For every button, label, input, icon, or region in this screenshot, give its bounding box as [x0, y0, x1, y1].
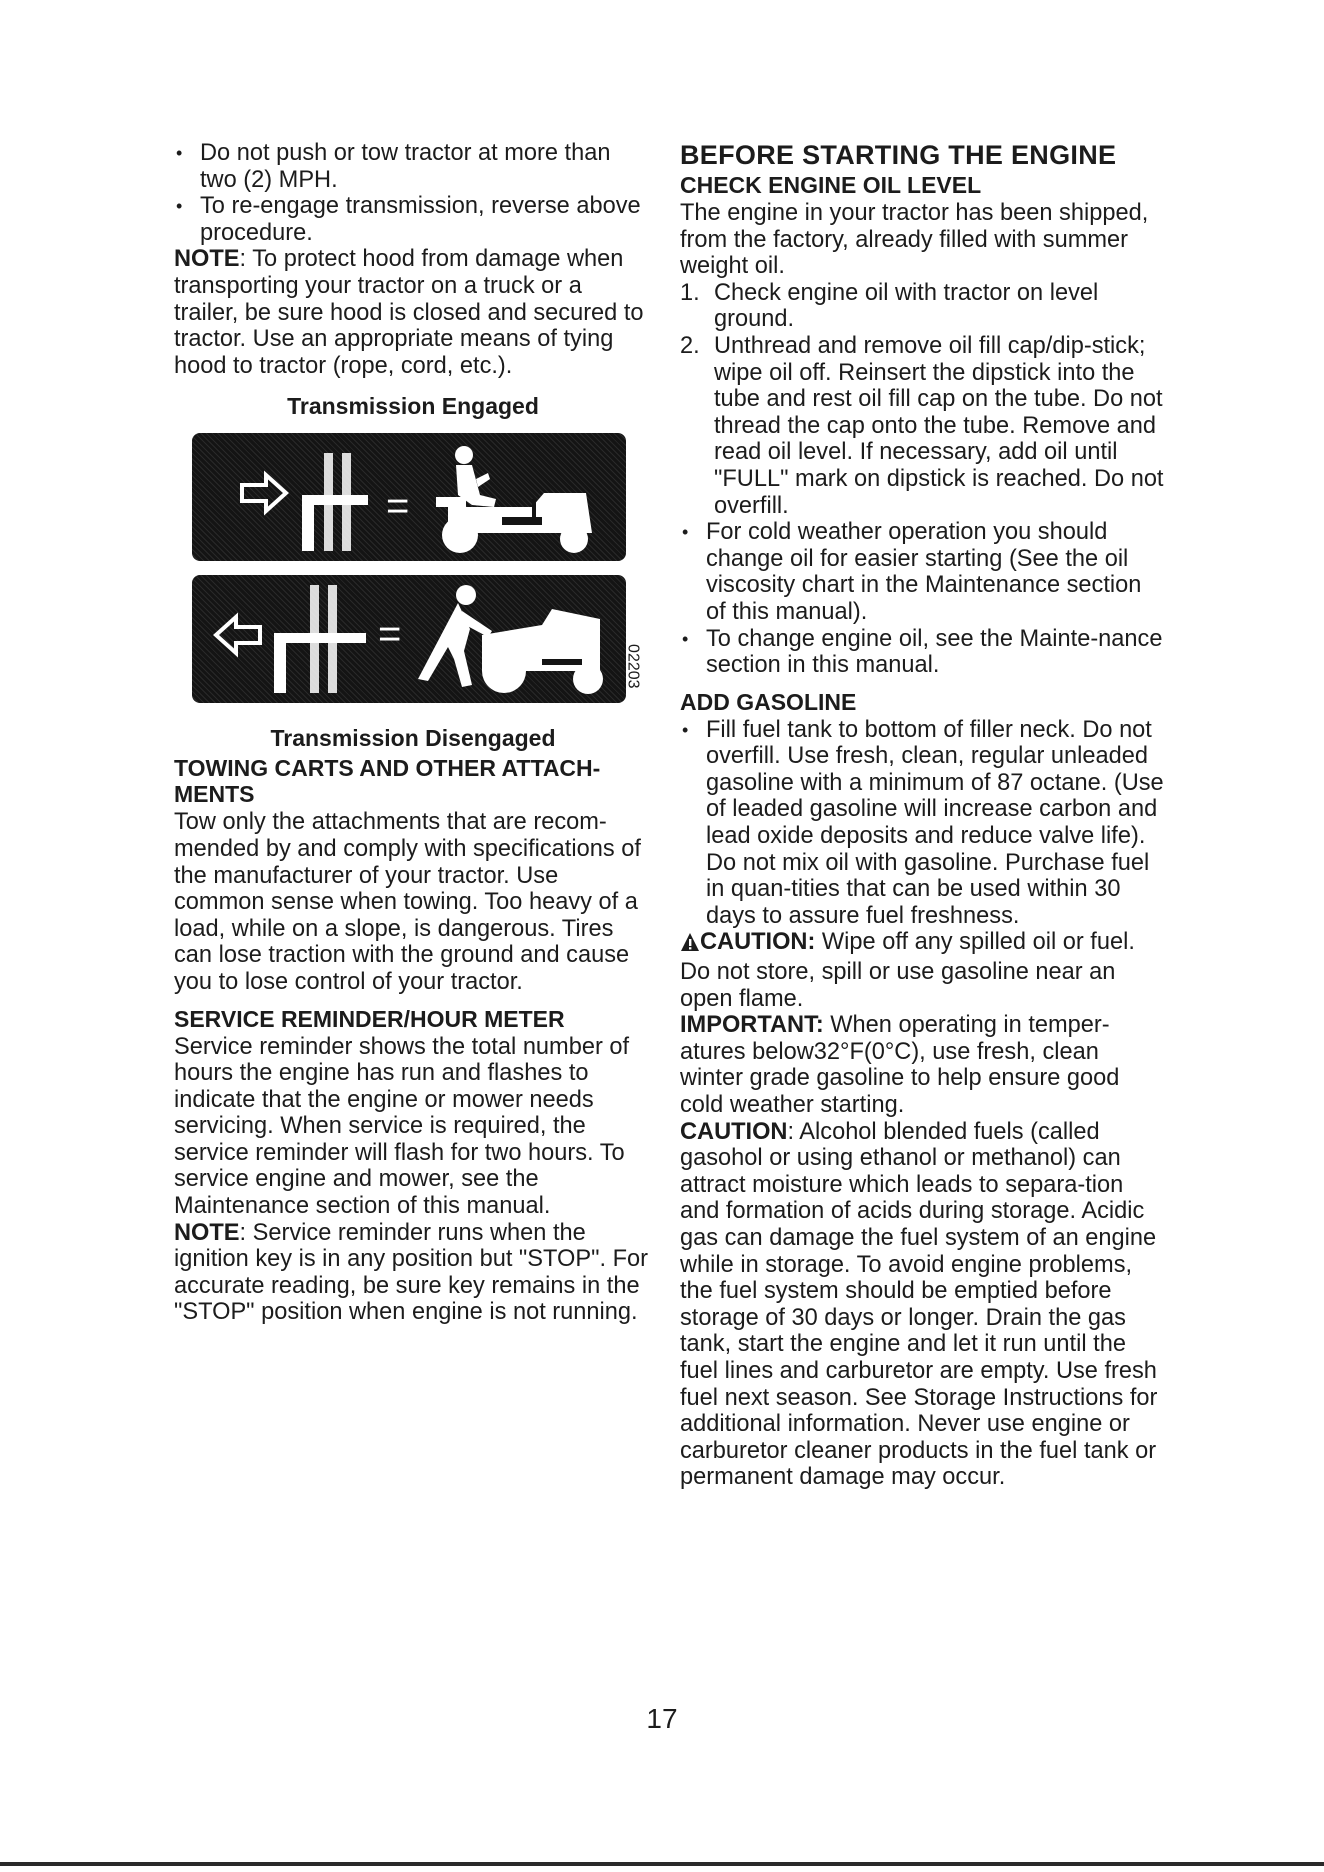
bullet-reengage: • To re-engage transmission, reverse above procedure.: [174, 193, 652, 246]
bottom-edge-line: [0, 1862, 1324, 1866]
caption-engaged: Transmission Engaged: [287, 393, 539, 420]
towing-text: Tow only the attachments that are recom-mended by and comply with specifications of the manufacturer of your tractor. Use common sense when towing. Too heavy of a load, while on a slope, is dangerous. Tires can lose traction with the ground and cause you to lose control of your tractor.: [174, 809, 641, 995]
step-number: 2.: [680, 332, 700, 359]
note-service: [174, 1220, 652, 1326]
step-text: Unthread and remove oil fill cap/dip-stick; wipe oil off. Reinsert the dipstick into the tube and rest oil fill cap on the tube. Do not thread the cap onto the tube. Remove and read oil level. If necessary, add oil until "FULL" mark on dipstick is reached. Do not overfill.: [714, 332, 1164, 519]
note-label: NOTE: [174, 1219, 240, 1246]
caution-alcohol-text: : Alcohol blended fuels (called gasohol or using ethanol or methanol) can attract moisture which leads to separa-tion and formation of acids during storage. Acidic gas can damage the fuel system of an engine while in storage. To avoid engine problems, the fuel system should be emptied before storage of 30 days or longer. Drain the gas tank, start the engine and let it run until the fuel lines and carburetor are empty. Use fresh fuel next season. See Storage Instructions for additional information. Never use engine or carburetor cleaner products in the fuel tank or permanent damage may occur.: [680, 1118, 1158, 1491]
engaged-panel: [192, 433, 626, 561]
caution-spill-text: Wipe off any spilled oil or fuel. Do not store, spill or use gasoline near an open flame.: [680, 929, 1135, 1012]
bullet-tow-speed: • Do not push or tow tractor at more than two (2) MPH.: [174, 140, 652, 193]
transmission-figure: [192, 433, 654, 711]
note-label: NOTE: [174, 246, 240, 273]
important-cold: [680, 1012, 1166, 1118]
page-number: 17: [646, 1703, 678, 1734]
caption-disengaged: Transmission Disengaged: [270, 725, 556, 752]
tractor-driving-icon: [436, 446, 592, 553]
step-text: Check engine oil with tractor on level ground.: [714, 279, 1099, 333]
oil-heading: CHECK ENGINE OIL LEVEL: [680, 172, 982, 198]
important-label: IMPORTANT:: [680, 1012, 824, 1039]
gas-heading: ADD GASOLINE: [680, 688, 857, 715]
step-number: 1.: [680, 279, 700, 306]
equals-sign: =: [386, 484, 410, 529]
bullet-change-oil: • To change engine oil, see the Mainte-nance section in this manual.: [680, 626, 1166, 679]
service-heading: SERVICE REMINDER/HOUR METER: [174, 1005, 565, 1032]
caution-spill: [680, 929, 1166, 1012]
bullet-fill-fuel: • Fill fuel tank to bottom of filler neck. Do not overfill. Use fresh, clean, regular unleaded gasoline with a minimum of 87 octane. (Use of leaded gasoline will increase carbon and lead oxide deposits and reduce valve life). Do not mix oil with gasoline. Purchase fuel in quan-tities that can be used within 30 days to assure fuel freshness.: [680, 717, 1166, 930]
note-hood-text: : To protect hood from damage when transporting your tractor on a truck or a trailer, be sure hood is closed and secured to tractor. Use an appropriate means of tying hood to tractor (rope, cord, etc.).: [174, 246, 644, 379]
note-hood: [174, 246, 652, 379]
lever-engaged-icon: [302, 453, 368, 551]
oil-step-2: [680, 333, 1166, 519]
note-service-text: : Service reminder runs when the ignition key is in any position but "STOP". For accurate reading, be sure key remains in the "STOP" position when engine is not running.: [174, 1219, 648, 1326]
right-arrow-icon: [242, 475, 286, 511]
main-heading: BEFORE STARTING THE ENGINE: [680, 140, 1117, 170]
oil-step-1: [680, 280, 1166, 333]
towing-heading: TOWING CARTS AND OTHER ATTACH-MENTS: [174, 755, 601, 808]
oil-intro: The engine in your tractor has been shipped, from the factory, already filled with summer weight oil.: [680, 200, 1149, 280]
service-text: Service reminder shows the total number of hours the engine has run and flashes to indicate that the engine or mower needs servicing. When service is required, the service reminder will flash for two hours. To service engine and mower, see the Maintenance section of this manual.: [174, 1033, 630, 1220]
equals-sign: =: [378, 612, 402, 657]
caution-label: CAUTION: [680, 1118, 788, 1145]
caution-label: CAUTION:: [700, 929, 816, 956]
left-column: [174, 140, 652, 1326]
left-arrow-icon: [216, 617, 260, 653]
disengaged-panel: [192, 575, 626, 703]
important-text: When operating in temper-atures below32°F(0°C), use fresh, clean winter grade gasoline to help ensure good cold weather starting.: [680, 1012, 1120, 1118]
lever-disengaged-icon: [274, 585, 366, 693]
figure-code: 02203: [624, 644, 642, 689]
pushing-tractor-icon: [418, 585, 603, 694]
caution-alcohol: [680, 1119, 1166, 1491]
right-column: [680, 140, 1166, 1491]
warning-triangle-icon: [680, 932, 700, 959]
bullet-cold-weather: • For cold weather operation you should change oil for easier starting (See the oil viscosity chart in the Maintenance section of this manual).: [680, 519, 1166, 625]
